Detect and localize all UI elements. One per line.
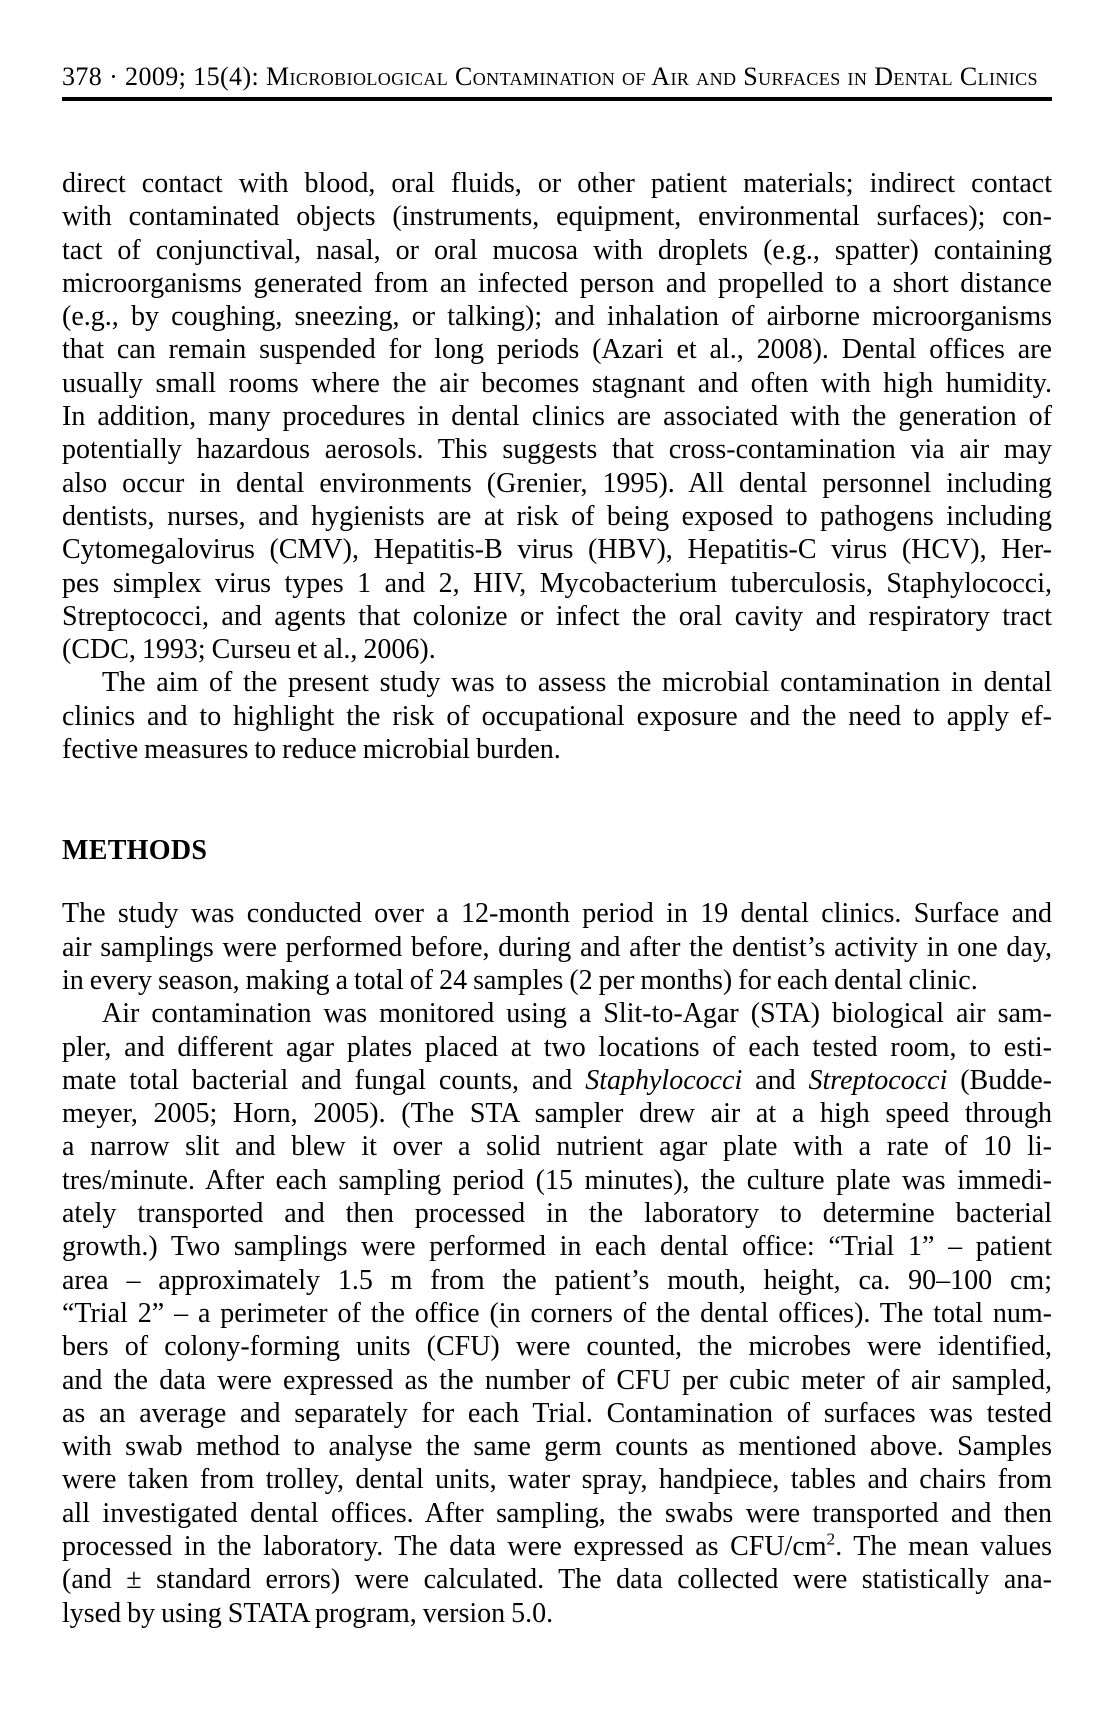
text-line: that can remain suspended for long periods (Azari et al., 2008). Dental offices are <box>62 334 1052 366</box>
paragraph <box>62 666 1052 766</box>
header-rule <box>62 97 1052 101</box>
text-line: In addition, many procedures in dental clinics are associated with the generation of <box>62 401 1052 433</box>
text-line: (and ± standard errors) were calculated. The data collected were statistically ana- <box>62 1564 1052 1596</box>
text-line: mate total bacterial and fungal counts, and Staphylococci and Streptococci (Budde- <box>62 1064 1052 1096</box>
running-header: 378 · 2009; 15(4): Microbiological Contamination of Air and Surfaces in Dental Clinics <box>62 62 1038 91</box>
text-line: growth.) Two samplings were performed in each dental office: “Trial 1” – patient <box>62 1231 1052 1263</box>
text-line: The study was conducted over a 12-month period in 19 dental clinics. Surface and <box>62 898 1052 930</box>
paragraph <box>62 897 1052 997</box>
text-line: also occur in dental environments (Grenier, 1995). All dental personnel including <box>62 467 1052 499</box>
text-line: as an average and separately for each Trial. Contamination of surfaces was tested <box>62 1397 1052 1429</box>
text-line: fective measures to reduce microbial burden. <box>62 734 561 766</box>
text-line: usually small rooms where the air becomes stagnant and often with high humidity. <box>62 367 1052 399</box>
text-line: a narrow slit and blew it over a solid nutrient agar plate with a rate of 10 li- <box>62 1131 1052 1163</box>
text-line: microorganisms generated from an infected person and propelled to a short distance <box>62 267 1052 299</box>
text-line: tact of conjunctival, nasal, or oral mucosa with droplets (e.g., spatter) containing <box>62 234 1052 266</box>
paragraph <box>62 167 1052 666</box>
text-line: were taken from trolley, dental units, water spray, handpiece, tables and chairs from <box>62 1464 1052 1496</box>
page-header <box>62 62 1052 101</box>
section-heading: METHODS <box>62 835 208 867</box>
text-line: processed in the laboratory. The data were expressed as CFU/$cm^2$. The mean values <box>62 1529 1052 1562</box>
text-line: bers of colony-forming units (CFU) were counted, the microbes were identified, <box>62 1331 1052 1363</box>
article-body <box>62 167 1052 1630</box>
text-line: with contaminated objects (instruments, equipment, environmental surfaces); con- <box>62 201 1052 233</box>
text-line: pes simplex virus types 1 and 2, HIV, Mycobacterium tuberculosis, Staphylococci, <box>62 567 1052 599</box>
text-line: area – approximately 1.5 m from the patient’s mouth, height, ca. 90–100 cm; <box>62 1264 1052 1296</box>
text-line: direct contact with blood, oral fluids, or other patient materials; indirect contact <box>62 168 1052 199</box>
text-line: dentists, nurses, and hygienists are at risk of being exposed to pathogens including <box>62 500 1052 532</box>
text-line: meyer, 2005; Horn, 2005). (The STA sampler drew air at a high speed through <box>62 1098 1052 1130</box>
text-line: with swab method to analyse the same germ counts as mentioned above. Samples <box>62 1431 1052 1463</box>
text-line: and the data were expressed as the number of CFU per cubic meter of air sampled, <box>62 1364 1052 1396</box>
text-line: ately transported and then processed in the laboratory to determine bacterial <box>62 1198 1052 1230</box>
text-line: lysed by using STATA program, version 5.0. <box>62 1597 554 1629</box>
text-line: pler, and different agar plates placed at two locations of each tested room, to esti- <box>62 1031 1052 1063</box>
text-line: Streptococci, and agents that colonize or infect the oral cavity and respiratory tract <box>62 600 1052 632</box>
text-line: The aim of the present study was to assess the microbial contamination in dental <box>102 667 1052 699</box>
text-line: (e.g., by coughing, sneezing, or talking); and inhalation of airborne microorganisms <box>62 301 1052 333</box>
text-line: all investigated dental offices. After sampling, the swabs were transported and then <box>62 1497 1052 1529</box>
text-line: air samplings were performed before, during and after the dentist’s activity in one day, <box>62 931 1052 963</box>
text-line: clinics and to highlight the risk of occupational exposure and the need to apply ef- <box>62 700 1052 732</box>
text-line: in every season, making a total of 24 samples (2 per months) for each dental clinic. <box>62 964 978 996</box>
text-line: Cytomegalovirus (CMV), Hepatitis-B virus (HBV), Hepatitis-C virus (HCV), Her- <box>62 534 1052 566</box>
text-line: potentially hazardous aerosols. This suggests that cross-contamination via air may <box>62 434 1052 466</box>
text-line: tres/minute. After each sampling period (15 minutes), the culture plate was immedi- <box>62 1164 1052 1196</box>
text-line: Air contamination was monitored using a Slit-to-Agar (STA) biological air sam- <box>102 998 1052 1030</box>
text-line: “Trial 2” – a perimeter of the office (in corners of the dental offices). The total num- <box>62 1297 1052 1329</box>
paragraph <box>62 997 1052 1630</box>
text-line: (CDC, 1993; Curseu et al., 2006). <box>62 634 436 666</box>
